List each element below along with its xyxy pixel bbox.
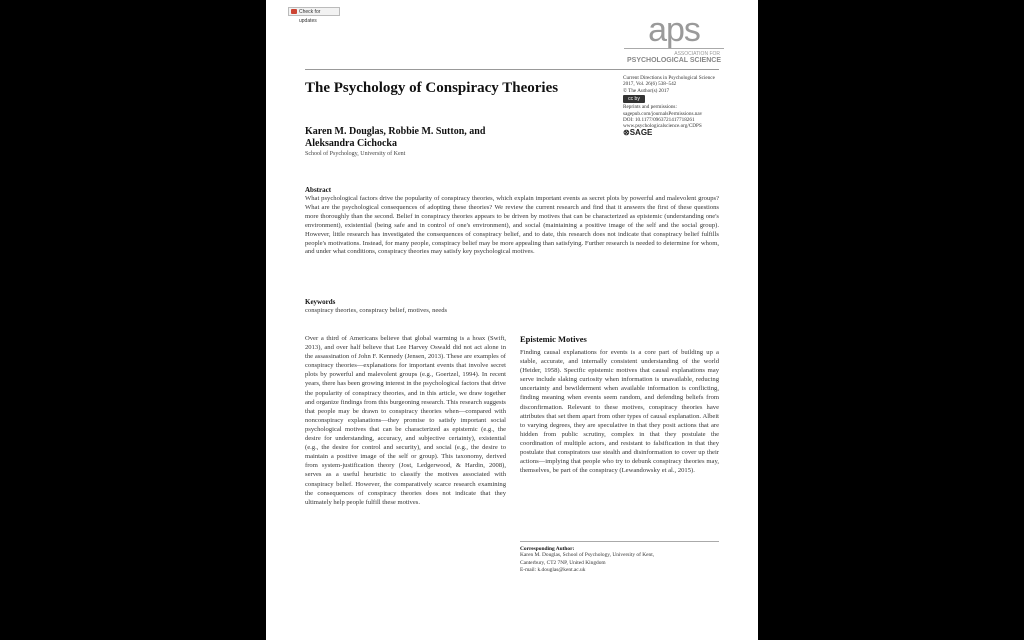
aps-logo-line2: PSYCHOLOGICAL SCIENCE [627,57,721,64]
doi-link[interactable]: DOI: 10.1177/0963721417718261 [623,117,695,124]
journal-volume: 2017, Vol. 26(6) 538–542 [623,81,677,88]
body-column-left: Over a third of Americans believe that global warming is a hoax (Swift, 2013), and over half believe that Lee Harvey Oswald did not act alone in the assassination of John F. Kennedy (Jensen, 2013). These are examples of conspiracy theories—explanations for important events that involve secret plots by powerful and malevolent groups (e.g., Goertzel, 1994). In recent years, there has been growing interest in the psychological factors that drive the popularity of conspiracy theories, and in this article, we draw together and organize findings from this burgeoning research. This research suggests that people may be drawn to conspiracy theories when—compared with nonconspiracy explanations—they promise to satisfy important social psychological motives that can be characterized as epistemic (e.g., the desire for understanding, accuracy, and subjective certainty), existential (e.g., the desire for control and security), and social (e.g., the desire to maintain a positive image of the self or group). This taxonomy, derived from system-justification theory (Jost, Ledgerwood, & Hardin, 2008), serves as a useful heuristic to classify the motives associated with conspiracy belief. However, the comparatively scarce research examining the consequences of conspiracy theories does not indicate that they ultimately help people fulfill these motives. [305,335,506,506]
corresponding-author-line-1: Karen M. Douglas, School of Psychology, University of Kent, [520,552,655,558]
sage-label: SAGE [629,127,653,137]
crossmark-icon [291,9,297,14]
sage-logo [623,127,733,137]
corresponding-author-email[interactable]: E-mail: k.douglas@kent.ac.uk [520,567,586,574]
abstract-heading: Abstract [305,186,332,194]
aps-logo-line1: ASSOCIATION FOR [624,48,724,57]
header-rule [305,69,719,70]
check-for-updates-label: Check for updates [299,9,321,24]
reprints-link[interactable]: sagepub.com/journalsPermissions.nav [623,110,703,117]
keywords-text: conspiracy theories, conspiracy belief, motives, needs [305,307,448,314]
keywords-section [305,298,719,316]
abstract-section [305,186,719,257]
copyright: © The Author(s) 2017 [623,87,670,94]
body-column-right [520,334,719,475]
article-title: The Psychology of Conspiracy Theories [305,80,559,96]
journal-name: Current Directions in Psychological Science [623,75,715,81]
sage-icon: ⊗ [623,127,630,137]
section-heading-epistemic: Epistemic Motives [520,334,587,344]
paper-page [266,0,758,640]
journal-site-link[interactable]: www.psychologicalscience.org/CDPS [623,123,702,130]
aps-logo-mark: aps [648,11,700,49]
article-authors [305,126,535,150]
aps-logo [624,11,724,64]
corresponding-author-line-2: Canterbury, CT2 7NP, United Kingdom [520,559,606,566]
abstract-text: What psychological factors drive the popularity of conspiracy theories, which explain important events as secret plots by powerful and malevolent groups? What are the psychological consequences of adopting these theories? We review the current research and find that it answers the first of these questions more thoroughly than the second. Belief in conspiracy theories appears to be driven by motives that can be characterized as epistemic (understanding one's environment), existential (being safe and in control of one's environment), and social (maintaining a positive image of the self and the social group). However, little research has investigated the consequences of conspiracy belief, and to date, this research does not indicate that conspiracy belief fulfills people's motivations. Instead, for many people, conspiracy belief may be more appealing than satisfying. Further research is needed to determine for whom, and under what conditions, conspiracy theories may satisfy key psychological motives. [305,195,719,256]
corresponding-author [520,541,719,575]
authors-line-1: Karen M. Douglas, Robbie M. Sutton, and [305,126,486,137]
keywords-heading: Keywords [305,298,336,306]
reprints-label: Reprints and permissions: [623,104,677,111]
section-text-epistemic: Finding causal explanations for events is a core part of building up a stable, accurate, and internally consistent understanding of the world (Heider, 1958). Specific epistemic motives that causal explanations may serve include slaking curiosity when information is unavailable, reducing uncertainty and bewilderment when available information is conflicting, finding meaning when events seem random, and defending beliefs from disconfirmation. Relevant to these motives, conspiracy theories have attributes that set them apart from other types of causal explanation. Albeit to varying degrees, they are speculative in that they posit actions that are hidden from public scrutiny, complex in that they postulate the coordination of multiple actors, and resistant to falsification in that they postulate that conspirators use stealth and disinformation to cover up their actions—implying that people who try to debunk conspiracy theories may, themselves, be part of the conspiracy (Lewandowsky et al., 2015). [520,349,719,475]
corresponding-author-heading: Corresponding Author: [520,546,575,552]
author-affiliation: School of Psychology, University of Kent [305,151,406,157]
check-for-updates-badge[interactable] [288,7,340,24]
authors-line-2: Aleksandra Cichocka [305,138,397,149]
journal-meta [623,75,733,136]
cc-license-icon[interactable]: cc by [623,95,645,103]
